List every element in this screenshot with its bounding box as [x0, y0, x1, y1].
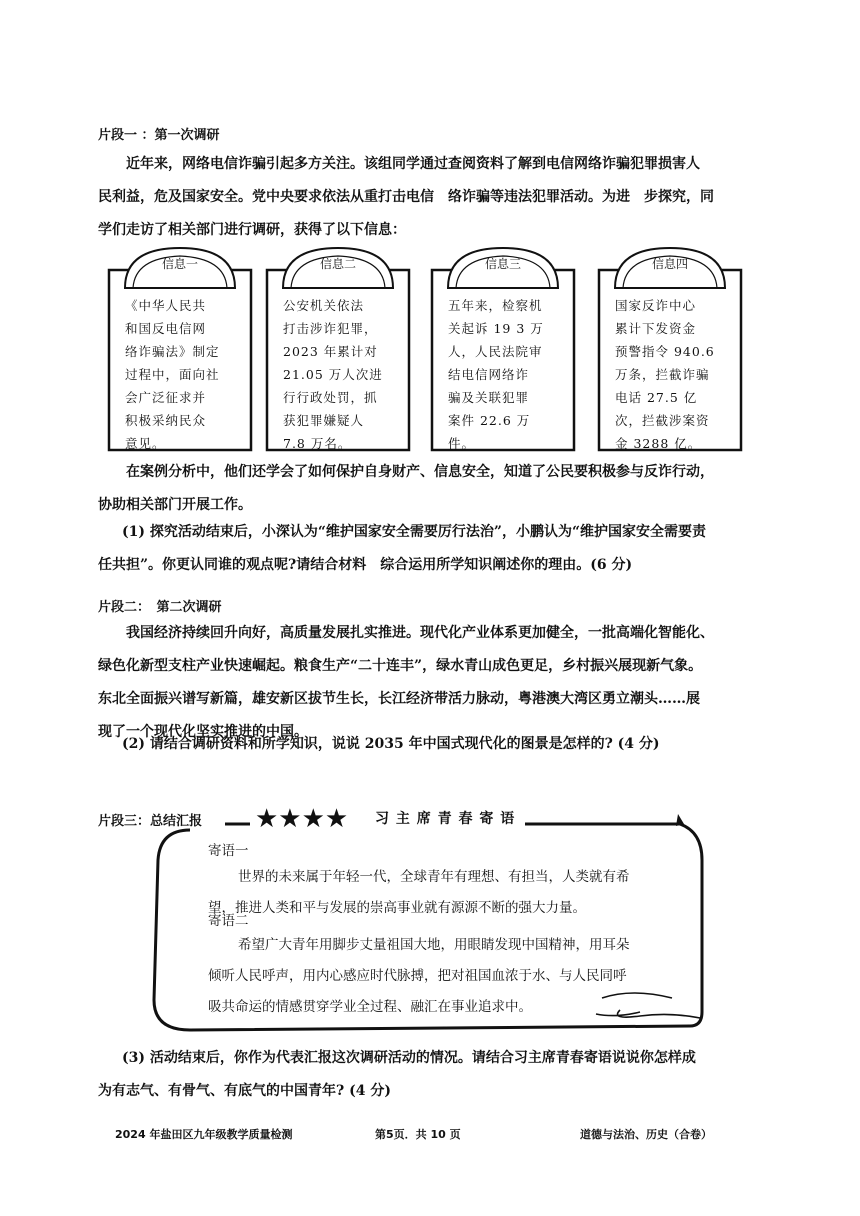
info-card-1	[105, 244, 255, 451]
question-3-line-1: (3) 活动结束后，你作为代表汇报这次调研活动的情况。请结合习主席青春寄语说说你怎样成	[122, 1050, 696, 1066]
card-line: 累计下发资金	[615, 321, 697, 336]
footer-exam-title: 2024 年盐田区九年级教学质量检测	[115, 1128, 293, 1141]
question-1	[98, 516, 758, 582]
info-card-1-body	[125, 294, 241, 455]
info-card-2-title: 信息二	[319, 257, 356, 271]
card-line: 和国反电信网	[125, 321, 207, 336]
card-line: 案件 22.6 万	[448, 413, 531, 428]
quote2-label: 寄语二	[208, 913, 249, 929]
quote2-line-3: 吸共命运的情感贯穿学业全过程、融汇在事业追求中。	[208, 999, 532, 1015]
card-line: 次，拦截涉案资	[615, 413, 710, 428]
info-card-4-title: 信息四	[651, 257, 688, 271]
card-line: 行行政处罚，抓	[283, 390, 378, 405]
info-card-3	[428, 244, 578, 451]
footer-page-number: 第5页．共 10 页	[375, 1128, 461, 1141]
card-line: 2023 年累计对	[283, 344, 378, 359]
quote1-text	[208, 862, 688, 924]
card-line: 人，人民法院审	[448, 344, 543, 359]
section2-heading: 片段二： 第二次调研	[98, 600, 222, 615]
question-3	[98, 1042, 768, 1108]
quote1-line-1: 世界的未来属于年轻一代，全球青年有理想、有担当，人类就有希	[238, 869, 630, 885]
card-line: 打击涉诈犯罪，	[283, 321, 378, 336]
intro-line-2: 民利益，危及国家安全。党中央要求依法从重打击电信 络诈骗等违法犯罪活动。为进 步探究，同	[98, 189, 714, 205]
intro-line-1: 近年来，网络电信诈骗引起多方关注。该组同学通过查阅资料了解到电信网络诈骗犯罪损害人	[126, 156, 700, 172]
info-card-2-body	[283, 294, 399, 455]
card-line: 五年来，检察机	[448, 298, 543, 313]
card-line: 《中华人民共	[125, 298, 207, 313]
body-line-3: 东北全面振兴谱写新篇，雄安新区拔节生长，长江经济带活力脉动，粤港澳大湾区勇立潮头……展	[98, 691, 700, 707]
question-1-line-2: 任共担”。你更认同谁的观点呢?请结合材料 综合运用所学知识阐述你的理由。(6 分)	[98, 557, 633, 573]
card-line: 意见。	[125, 436, 166, 451]
info-card-2	[263, 244, 413, 451]
section1-intro	[98, 148, 758, 247]
card-line: 积极采纳民众	[125, 413, 207, 428]
quote1-label: 寄语一	[208, 843, 249, 859]
card-line: 金 3288 亿。	[615, 436, 702, 451]
intro-line-3: 学们走访了相关部门进行调研，获得了以下信息：	[98, 222, 406, 238]
card-line: 获犯罪嫌疑人	[283, 413, 365, 428]
info-card-3-body	[448, 294, 564, 455]
card-line: 21.05 万人次进	[283, 367, 383, 382]
body-line-1: 我国经济持续回升向好，高质量发展扎实推进。现代化产业体系更加健全，一批高端化智能化、	[126, 625, 714, 641]
footer-subject: 道德与法治、历史（合卷）	[580, 1128, 712, 1141]
section3-heading: 片段三：总结汇报	[98, 814, 203, 829]
card-line: 公安机关依法	[283, 298, 365, 313]
info-card-4	[595, 244, 745, 451]
after-line-1: 在案例分析中，他们还学会了如何保护自身财产、信息安全，知道了公民要积极参与反诈行动，	[126, 464, 714, 480]
card-line: 关起诉 19 3 万	[448, 321, 544, 336]
quote2-text	[208, 930, 688, 1023]
card-line: 过程中，面向社	[125, 367, 220, 382]
after-line-2: 协助相关部门开展工作。	[98, 497, 252, 513]
quote2-line-1: 希望广大青年用脚步丈量祖国大地，用眼睛发现中国精神，用耳朵	[238, 937, 630, 953]
card-line: 国家反诈中心	[615, 298, 697, 313]
card-line: 骗及关联犯罪	[448, 390, 530, 405]
card-line: 会广泛征求并	[125, 390, 207, 405]
card-line: 7.8 万名。	[283, 436, 352, 451]
body-line-4: 现了一个现代化坚实推进的中国。	[98, 724, 308, 740]
quote1-line-2: 望，推进人类和平与发展的崇高事业就有源源不断的强大力量。	[208, 900, 586, 916]
info-card-4-body	[615, 294, 731, 455]
card-line: 件。	[448, 436, 476, 451]
quote-banner-title: 习 主 席 青 春 寄 语	[375, 811, 516, 827]
star-rating: ★★★★	[255, 804, 349, 834]
section1-after	[98, 456, 758, 522]
question-1-line-1: (1) 探究活动结束后，小深认为“维护国家安全需要厉行法治”，小鹏认为“维护国家安全需要责	[122, 524, 707, 540]
info-card-3-title: 信息三	[484, 257, 521, 271]
card-line: 万条，拦截诈骗	[615, 367, 710, 382]
card-line: 预警指令 940.6	[615, 344, 715, 359]
question-3-line-2: 为有志气、有骨气、有底气的中国青年? (4 分)	[98, 1083, 391, 1099]
card-line: 络诈骗法》制定	[125, 344, 220, 359]
section1-heading: 片段一 ：第一次调研	[98, 128, 220, 143]
quote2-line-2: 倾听人民呼声，用内心感应时代脉搏，把对祖国血浓于水、与人民同呼	[208, 968, 627, 984]
info-card-1-title: 信息一	[161, 257, 198, 271]
body-line-2: 绿色化新型支柱产业快速崛起。粮食生产“二十连丰”，绿水青山成色更足，乡村振兴展现新气象。	[98, 658, 703, 674]
card-line: 结电信网络诈	[448, 367, 530, 382]
card-line: 电话 27.5 亿	[615, 390, 698, 405]
question-2: (2) 请结合调研资料和所学知识，说说 2035 年中国式现代化的图景是怎样的? (4 分)	[122, 736, 660, 752]
